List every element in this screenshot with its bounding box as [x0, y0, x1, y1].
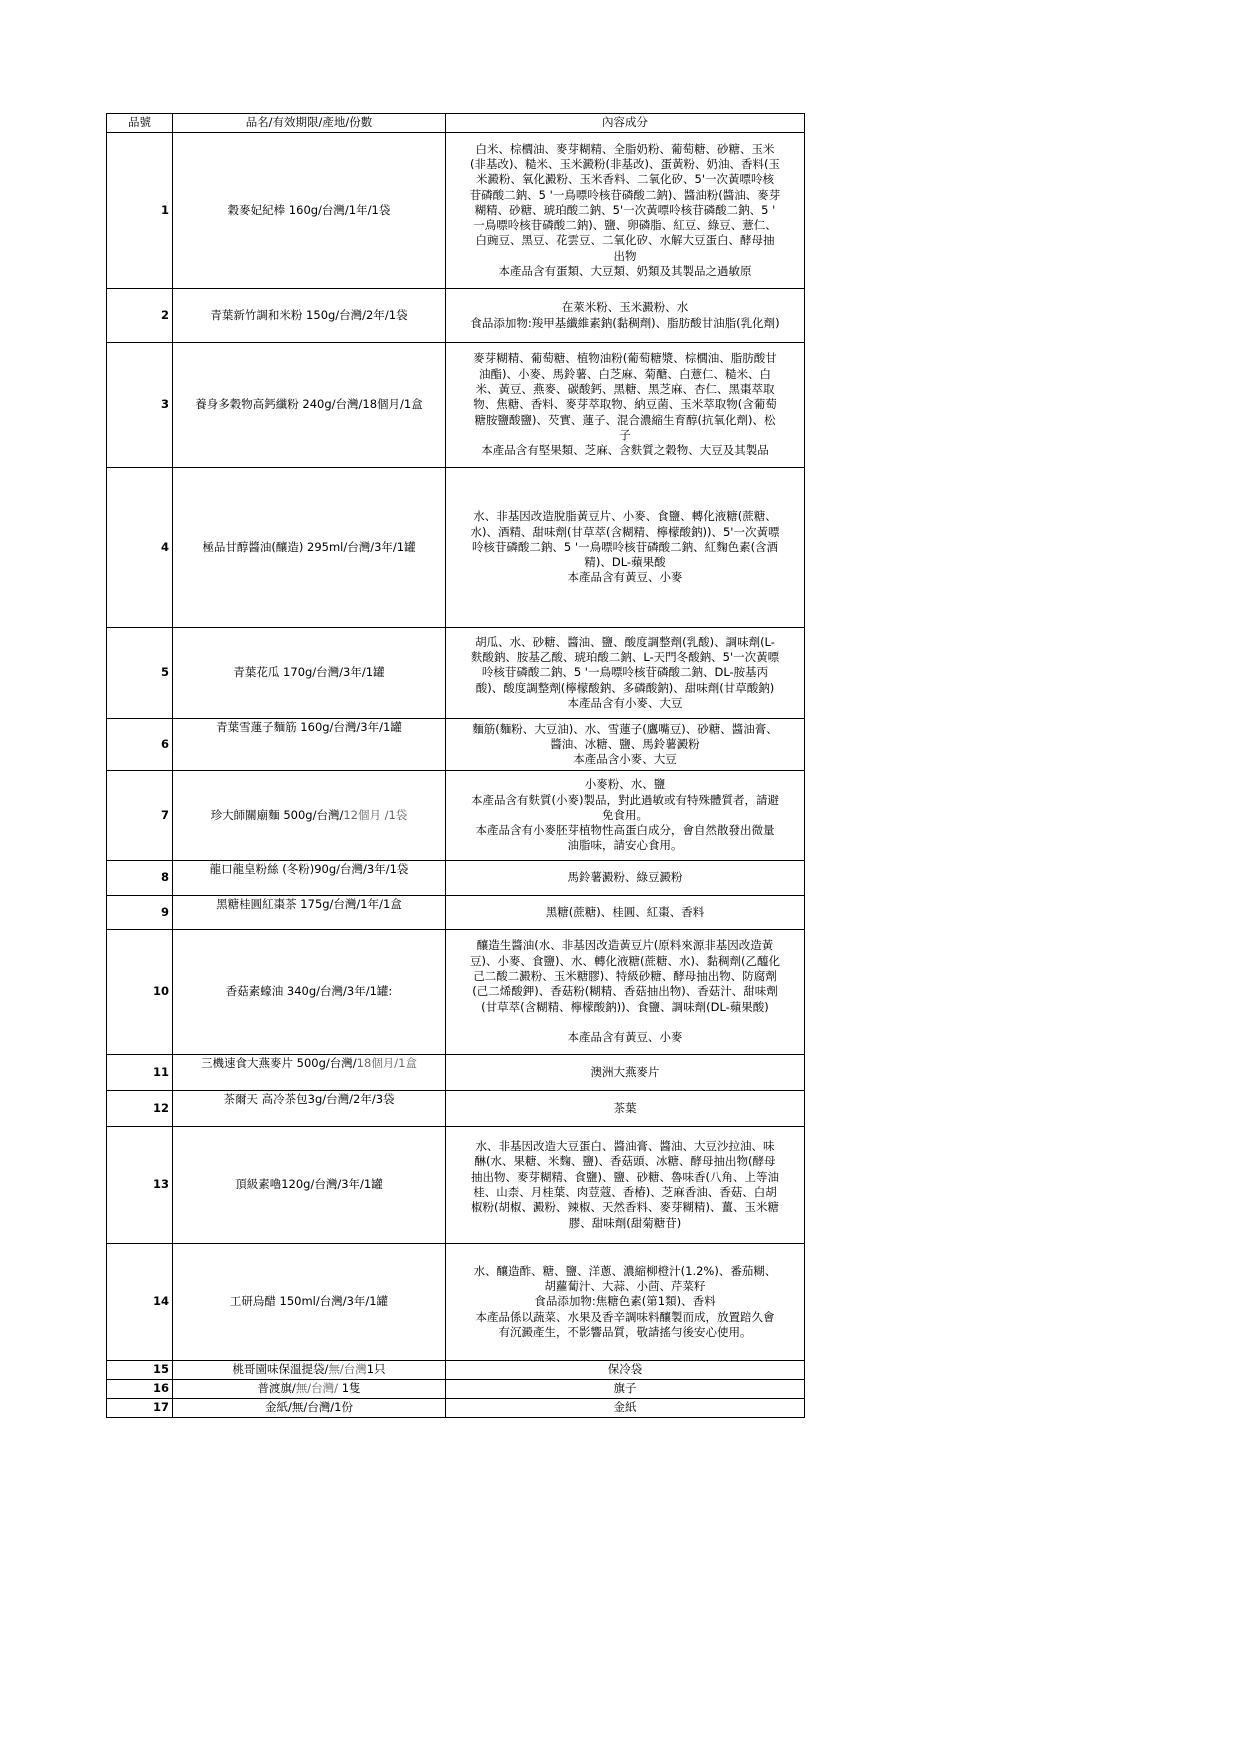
ingredient-line: 膠、甜味劑(甜菊糖苷) [568, 1215, 682, 1230]
product-name: 黑糖桂圓紅棗茶 175g/台灣/1年/1盒 [216, 897, 402, 911]
product-name: 三機速食大燕麥片 500g/台灣/ [201, 1056, 357, 1070]
item-number: 15 [107, 1361, 173, 1380]
ingredient-line: 本產品含有小麥胚芽植物性高蛋白成分，會自然散發出微量 [475, 823, 775, 838]
item-number: 13 [107, 1127, 173, 1244]
ingredient-line: 醬油、冰糖、鹽、馬鈴薯澱粉 [550, 736, 700, 751]
product-name: 工研烏醋 150ml/台灣/3年/1罐 [229, 1294, 389, 1309]
product-name-cell [173, 930, 446, 1055]
ingredient-line: 油脂味，請安心食用。 [567, 838, 683, 853]
table-row [107, 468, 805, 628]
product-name-cell [173, 289, 446, 343]
table-row [107, 289, 805, 343]
table-row [107, 1380, 805, 1399]
ingredient-line: 小麥粉、水、鹽 [584, 777, 666, 792]
product-name-cell [173, 343, 446, 468]
table-row [107, 930, 805, 1055]
ingredient-line: 白豌豆、黑豆、花雲豆、二氧化矽、水解大豆蛋白、酵母抽 [475, 233, 775, 248]
product-name-cell [173, 1127, 446, 1244]
ingredient-line: 本產品含小麥、大豆 [573, 752, 677, 767]
ingredient-line: 物、焦糖、香料、麥芽萃取物、納豆菌、玉米萃取物(含葡萄 [473, 397, 777, 412]
product-name-cell [173, 771, 446, 861]
item-number: 11 [107, 1055, 173, 1091]
ingredient-line: (己二烯酸鉀)、香菇粉(糊精、香菇抽出物)、香菇汁、甜味劑 [472, 984, 778, 999]
ingredients-cell [446, 1399, 805, 1418]
ingredient-line: 旗子 [613, 1381, 637, 1396]
product-name: 青葉花瓜 170g/台灣/3年/1罐 [233, 665, 385, 680]
product-name-cell [173, 1055, 446, 1091]
ingredients-cell [446, 628, 805, 719]
product-name-cell [173, 628, 446, 719]
ingredient-line: (非基改)、糙米、玉米澱粉(非基改)、蛋黃粉、奶油、香料(玉 [470, 156, 780, 171]
header-item-no: 品號 [107, 114, 173, 133]
product-name: 穀麥妃紀棒 160g/台灣/1年/1袋 [227, 202, 391, 217]
ingredient-line: 胡瓜、水、砂糖、醬油、鹽、酸度調整劑(乳酸)、調味劑(L- [475, 634, 775, 649]
ingredient-line: 麩酸鈉、胺基乙酸、琥珀酸二鈉、L-天門冬酸鈉、5'一次黃嘌 [470, 650, 780, 665]
ingredient-line: 呤核苷磷酸二鈉、5 '一鳥嘌呤核苷磷酸二鈉、DL-胺基丙 [481, 665, 769, 680]
product-name-quantity: 1隻 [338, 1381, 361, 1396]
product-table [106, 113, 805, 1418]
table-row [107, 1399, 805, 1418]
product-name: 養身多穀物高鈣纖粉 240g/台灣/18個月/1盒 [195, 397, 423, 412]
product-name: 頂級素嚕120g/台灣/3年/1罐 [235, 1177, 383, 1192]
ingredient-line: 本產品含有黃豆、小麥 [567, 1030, 683, 1045]
product-name: 茶爾天 高冷茶包3g/台灣/2年/3袋 [223, 1092, 395, 1106]
ingredient-line: 黑糖(蔗糖)、桂圓、紅棗、香料 [545, 904, 705, 919]
ingredient-line: 麥芽糊精、葡萄糖、植物油粉(葡萄糖漿、棕櫚油、脂肪酸甘 [473, 351, 777, 366]
ingredient-line: 精)、DL-蘋果酸 [584, 555, 666, 570]
ingredients-cell [446, 930, 805, 1055]
product-name-detail: 無/台灣 [328, 1362, 367, 1377]
ingredient-line: 苷磷酸二鈉、5 '一鳥嘌呤核苷磷酸二鈉)、醬油粉(醬油、麥芽 [469, 187, 781, 202]
product-name: 青葉雪蓮子麵筋 160g/台灣/3年/1罐 [216, 720, 402, 734]
product-name-cell [173, 719, 446, 771]
item-number: 17 [107, 1399, 173, 1418]
ingredient-line: 油酯)、小麥、馬鈴薯、白芝麻、菊醣、白薏仁、糙米、白 [479, 366, 771, 381]
table-row [107, 628, 805, 719]
item-number: 16 [107, 1380, 173, 1399]
item-number: 7 [107, 771, 173, 861]
product-name-detail: 12個月 /1袋 [343, 807, 408, 822]
item-number: 6 [107, 719, 173, 771]
ingredient-line: 本產品含有堅果類、芝麻、含麩質之穀物、大豆及其製品 [481, 443, 769, 458]
product-name: 珍大師關廟麵 500g/台灣/ [210, 807, 344, 822]
ingredient-line: 糊精、砂糖、琥珀酸二鈉、5'一次黃嘌呤核苷磷酸二鈉、5 ' [474, 202, 776, 217]
product-name-cell [173, 896, 446, 930]
product-name-cell [173, 1380, 446, 1399]
ingredient-line: 麵筋(麵粉、大豆油)、水、雪蓮子(鷹嘴豆)、砂糖、醬油膏、 [472, 721, 778, 736]
ingredient-line: 一鳥嘌呤核苷磷酸二鈉)、鹽、卵磷脂、紅豆、綠豆、薏仁、 [473, 218, 777, 233]
ingredient-line: 糖胺鹽酸鹽)、芡實、蓮子、混合濃縮生育醇(抗氧化劑)、松 [474, 412, 776, 427]
ingredient-line: 抽出物、麥芽糊精、食鹽)、鹽、砂糖、魯味香(八角、上等油 [471, 1169, 779, 1184]
header-ingredients: 內容成分 [446, 114, 805, 133]
ingredient-line: 水、非基因改造大豆蛋白、醬油膏、醬油、大豆沙拉油、味 [475, 1139, 775, 1154]
ingredients-cell [446, 1361, 805, 1380]
ingredients-cell [446, 1091, 805, 1127]
product-name: 普渡旗/ [257, 1381, 296, 1396]
ingredient-line: 本產品含有小麥、大豆 [567, 695, 683, 710]
table-row [107, 133, 805, 289]
ingredient-line: 澳洲大燕麥片 [590, 1064, 660, 1079]
ingredient-line: 食品添加物:焦糖色素(第1類)、香料 [534, 1294, 716, 1309]
ingredient-line: 椒粉(胡椒、澱粉、辣椒、天然香料、麥芽糊精)、薑、玉米糖 [471, 1200, 779, 1215]
ingredient-line: 醂(水、果糖、米麴、鹽)、香菇頭、冰糖、酵母抽出物(酵母 [474, 1154, 776, 1169]
ingredients-cell [446, 1244, 805, 1361]
item-number: 3 [107, 343, 173, 468]
ingredients-cell [446, 771, 805, 861]
ingredients-cell [446, 1380, 805, 1399]
table-row [107, 1055, 805, 1091]
ingredient-line: 白米、棕櫚油、麥芽糊精、全脂奶粉、葡萄糖、砂糖、玉米 [475, 141, 775, 156]
item-number: 12 [107, 1091, 173, 1127]
item-number: 8 [107, 861, 173, 896]
product-name-cell [173, 1399, 446, 1418]
product-name-cell [173, 861, 446, 896]
item-number: 10 [107, 930, 173, 1055]
ingredient-line: 出物 [613, 248, 637, 263]
ingredient-line: 在萊米粉、玉米澱粉、水 [561, 300, 689, 315]
product-name-cell [173, 1361, 446, 1380]
product-name-cell [173, 1244, 446, 1361]
ingredient-line: 免食用。 [602, 807, 648, 822]
table-header-row [107, 114, 805, 133]
ingredient-line: 本產品含有黃豆、小麥 [567, 570, 683, 585]
product-name: 龍口龍皇粉絲 (冬粉)90g/台灣/3年/1袋 [209, 862, 409, 876]
table-row [107, 771, 805, 861]
ingredient-line: 酸)、酸度調整劑(檸檬酸鈉、多磷酸鈉)、甜味劑(甘草酸鈉) [475, 680, 775, 695]
ingredients-cell [446, 861, 805, 896]
ingredients-cell [446, 133, 805, 289]
product-name-cell [173, 133, 446, 289]
table-row [107, 343, 805, 468]
ingredient-line: (甘草萃(含糊精、檸檬酸鈉))、食鹽、調味劑(DL-蘋果酸) [481, 999, 769, 1014]
ingredients-cell [446, 1055, 805, 1091]
ingredient-line: 米、黃豆、燕麥、碳酸鈣、黑糖、黑芝麻、杏仁、黑棗萃取 [475, 382, 775, 397]
product-name-detail: 無/台灣/ [295, 1381, 339, 1396]
ingredient-line: 呤核苷磷酸二鈉、5 '一鳥嘌呤核苷磷酸二鈉、紅麴色素(含酒 [471, 539, 779, 554]
table-row [107, 1091, 805, 1127]
table-row [107, 861, 805, 896]
ingredient-line: 桂、山柰、月桂葉、肉荳蔻、香椿)、芝麻香油、香菇、白胡 [473, 1185, 777, 1199]
item-number: 5 [107, 628, 173, 719]
ingredient-line: 己二酸二澱粉、玉米糖膠)、特級砂糖、酵母抽出物、防腐劑 [473, 969, 777, 984]
product-name-cell [173, 468, 446, 628]
table-row [107, 1127, 805, 1244]
ingredient-line: 水、釀造酢、糖、鹽、洋蔥、濃縮柳橙汁(1.2%)、番茄糊、 [473, 1263, 777, 1278]
item-number: 9 [107, 896, 173, 930]
ingredients-cell [446, 1127, 805, 1244]
ingredient-line: 茶葉 [613, 1100, 637, 1115]
table-body [107, 133, 805, 1418]
product-name: 桃哥園味保溫提袋/ [232, 1362, 329, 1377]
product-name-cell [173, 1091, 446, 1127]
ingredients-cell [446, 719, 805, 771]
table-row [107, 719, 805, 771]
ingredient-line: 保冷袋 [607, 1362, 643, 1377]
ingredients-cell [446, 343, 805, 468]
header-product-name: 品名/有效期限/產地/份數 [173, 114, 446, 133]
ingredient-line: 本產品係以蔬菜、水果及香辛調味料釀製而成，放置踣久會 [475, 1309, 775, 1324]
ingredient-line: 水、非基因改造脫脂黃豆片、小麥、食鹽、轉化液糖(蔗糖、 [473, 509, 777, 524]
ingredients-cell [446, 289, 805, 343]
ingredient-line: 食品添加物:羧甲基纖維素鈉(黏稠劑)、脂肪酸甘油脂(乳化劑) [470, 315, 780, 330]
item-number: 2 [107, 289, 173, 343]
table-row [107, 896, 805, 930]
ingredient-line: 本產品含有蛋類、大豆類、奶類及其製品之過敏原 [498, 264, 752, 279]
ingredient-line: 金紙 [613, 1400, 637, 1415]
ingredient-line: 釀造生醬油(水、非基因改造黃豆片(原料來源非基因改造黃 [476, 938, 774, 953]
ingredients-cell [446, 468, 805, 628]
ingredient-line: 米澱粉、氧化澱粉、玉米香料、二氧化矽、5'一次黃嘌呤核 [476, 172, 774, 187]
ingredient-line [449, 1015, 801, 1030]
product-name: 香菇素蠔油 340g/台灣/3年/1罐: [225, 984, 393, 999]
product-name-quantity: 1只 [366, 1362, 386, 1377]
product-name-detail: 18個月/1盒 [356, 1056, 417, 1070]
item-number: 4 [107, 468, 173, 628]
ingredient-line: 子 [619, 427, 631, 442]
ingredient-line: 豆)、小麥、食鹽)、水、轉化液糖(蔗糖、水)、黏稠劑(乙醯化 [470, 953, 780, 968]
item-number: 14 [107, 1244, 173, 1361]
table-row [107, 1244, 805, 1361]
ingredient-line: 水)、酒精、甜味劑(甘草萃(含糊精、檸檬酸鈉))、5'一次黃嘌 [470, 524, 780, 539]
ingredient-line: 有沉澱產生，不影響品質，敬請搖勻後安心使用。 [498, 1324, 752, 1339]
table-row [107, 1361, 805, 1380]
product-name: 金紙/無/台灣/1份 [265, 1400, 353, 1415]
product-name: 青葉新竹調和米粉 150g/台灣/2年/1袋 [210, 307, 408, 322]
product-name: 極品甘醇醬油(釀造) 295ml/台灣/3年/1罐 [202, 539, 416, 554]
ingredient-line: 本產品含有麩質(小麥)製品，對此過敏或有特殊體質者，請避 [471, 792, 779, 807]
ingredients-cell [446, 896, 805, 930]
ingredient-line: 馬鈴薯澱粉、綠豆澱粉 [567, 870, 683, 885]
ingredient-line: 胡蘿蔔汁、大蒜、小茴、芹菜籽 [544, 1279, 706, 1294]
item-number: 1 [107, 133, 173, 289]
